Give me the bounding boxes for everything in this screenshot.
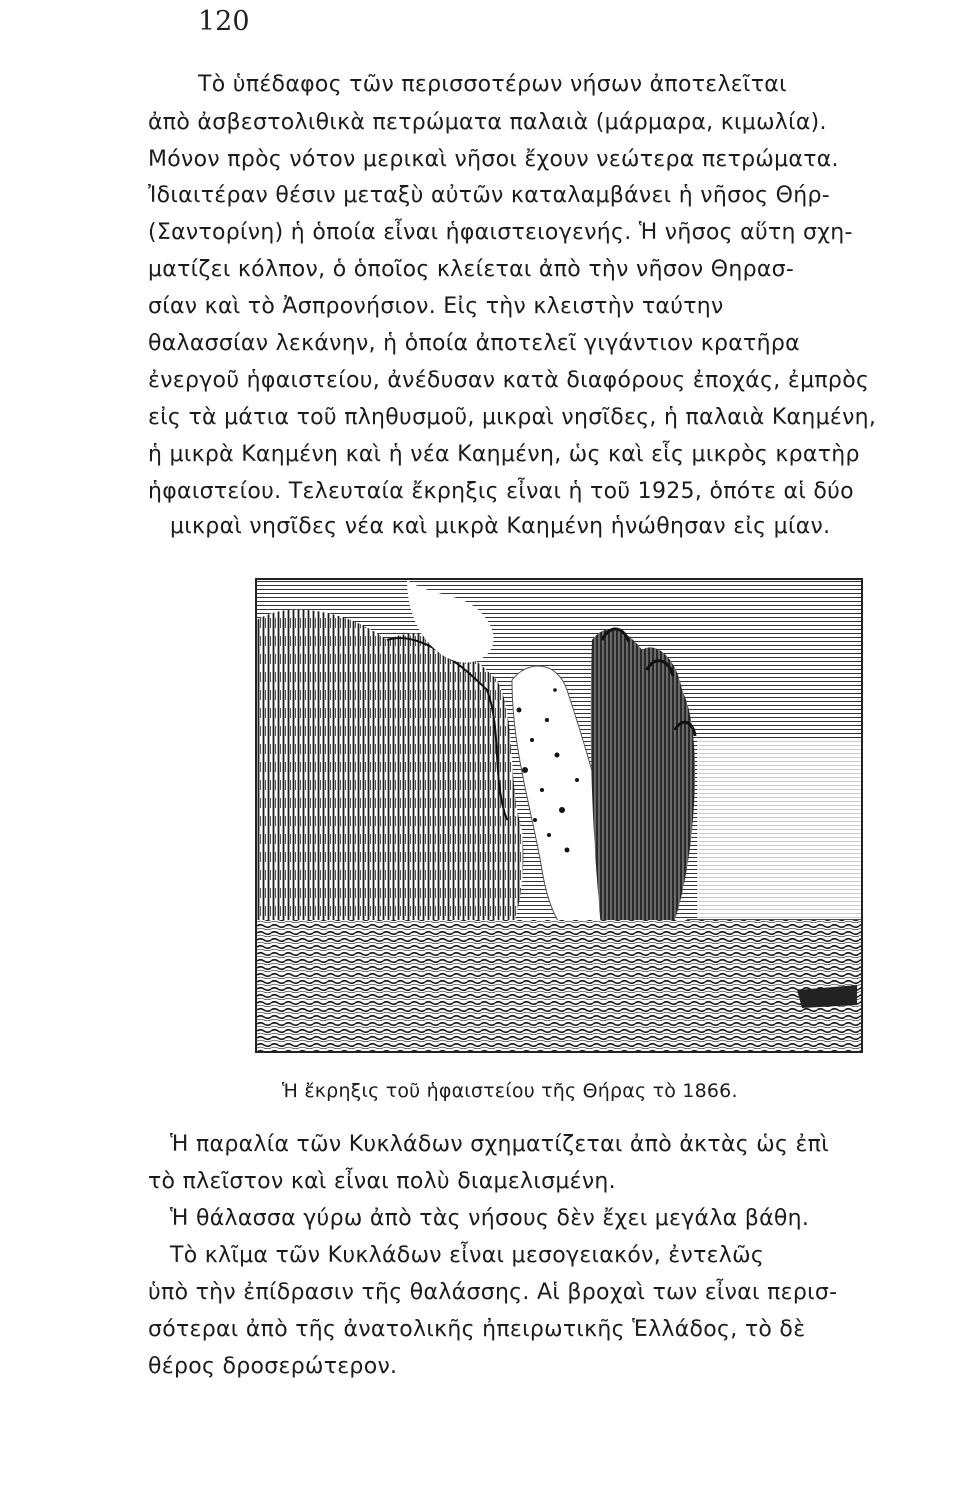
text-line: Μόνον πρὸς νότον μερικαὶ νῆσοι ἔχουν νεώτερα πετρώματα. <box>148 147 839 172</box>
text-line: Τὸ ὑπέδαφος τῶν περισσοτέρων νήσων ἀποτελεῖται <box>198 72 787 97</box>
text-line: Ἡ παραλία τῶν Κυκλάδων σχηματίζεται ἀπὸ ἀκτὰς ὡς ἐπὶ <box>170 1132 829 1157</box>
page-number: 120 <box>198 6 250 37</box>
figure-caption: Ἡ ἔκρηξις τοῦ ἡφαιστείου τῆς Θήρας τὸ 1866. <box>282 1080 738 1102</box>
text-line: σότεραι ἀπὸ τῆς ἀνατολικῆς ἠπειρωτικῆς Ἑλλάδος, τὸ δὲ <box>148 1317 806 1342</box>
eruption-illustration <box>255 578 863 1053</box>
text-line: Ἰδιαιτέραν θέσιν μεταξὺ αὐτῶν καταλαμβάνει ἡ νῆσος Θήρ- <box>148 183 830 208</box>
text-line: ματίζει κόλπον, ὁ ὁποῖος κλείεται ἀπὸ τὴν νῆσον Θηρασ- <box>148 257 795 282</box>
text-line: θαλασσίαν λεκάνην, ἡ ὁποία ἀποτελεῖ γιγάντιον κρατῆρα <box>148 331 800 356</box>
text-line: τὸ πλεῖστον καὶ εἶναι πολὺ διαμελισμένη. <box>148 1169 616 1194</box>
text-line: θέρος δροσερώτερον. <box>148 1354 398 1379</box>
text-line: ἡ μικρὰ Καημένη καὶ ἡ νέα Καημένη, ὡς καὶ εἷς μικρὸς κρατὴρ <box>148 442 860 467</box>
text-line: εἰς τὰ μάτια τοῦ πληθυσμοῦ, μικραὶ νησῖδες, ἡ παλαιὰ Καημένη, <box>148 405 877 430</box>
text-line: σίαν καὶ τὸ Ἀσπρονήσιον. Εἰς τὴν κλειστὴν ταύτην <box>148 294 724 319</box>
text-line: ἡφαιστείου. Τελευταία ἔκρηξις εἶναι ἡ τοῦ 1925, ὁπότε αἱ δύο <box>148 479 854 504</box>
text-line: Τὸ κλῖμα τῶν Κυκλάδων εἶναι μεσογειακόν, ἐντελῶς <box>170 1243 765 1268</box>
text-line: ὑπὸ τὴν ἐπίδρασιν τῆς θαλάσσης. Αἱ βροχαὶ των εἶναι περισ- <box>148 1280 838 1305</box>
text-line: ἐνεργοῦ ἡφαιστείου, ἀνέδυσαν κατὰ διαφόρους ἐποχάς, ἐμπρὸς <box>148 368 870 393</box>
text-line: μικραὶ νησῖδες νέα καὶ μικρὰ Καημένη ἡνώθησαν εἰς μίαν. <box>170 514 831 539</box>
text-line: ἀπὸ ἀσβεστολιθικὰ πετρώματα παλαιὰ (μάρμαρα, κιμωλία). <box>148 110 827 135</box>
text-line: Ἡ θάλασσα γύρω ἀπὸ τὰς νήσους δὲν ἔχει μεγάλα βάθη. <box>170 1206 810 1231</box>
text-line: (Σαντορίνη) ἡ ὁποία εἶναι ἡφαιστειογενής. Ἡ νῆσος αὕτη σχη- <box>148 220 853 245</box>
